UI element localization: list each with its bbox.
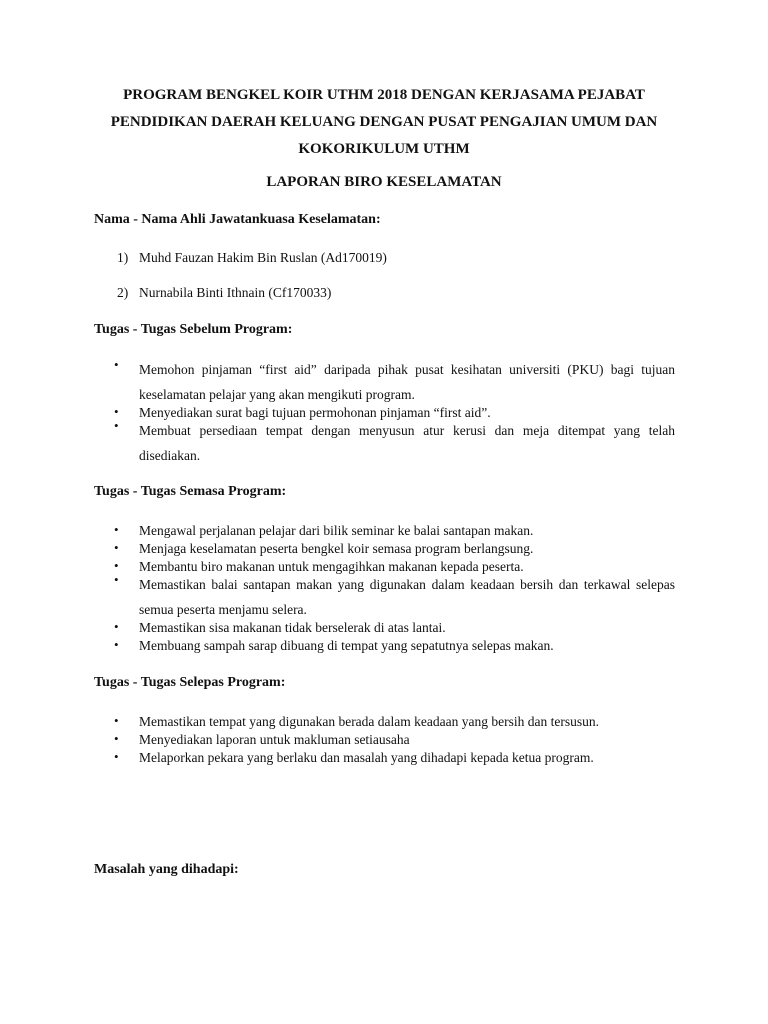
bullet-icon: • [114,558,119,573]
list-item [114,357,675,407]
list-item-text: Membantu biro makanan untuk mengagihkan makanan kepada peserta. [139,559,524,574]
member-item [117,250,387,266]
list-item [114,572,675,622]
member-name: Nurnabila Binti Ithnain (Cf170033) [139,285,332,300]
bullet-icon: • [114,357,119,372]
list-item [114,731,675,749]
member-number: 2) [117,285,129,300]
list-item [114,522,675,540]
member-number: 1) [117,250,129,265]
bullet-icon: • [114,522,119,537]
list-item-text: Membuang sampah sarap dibuang di tempat yang sepatutnya selepas makan. [139,638,554,653]
bullet-icon: • [114,404,119,419]
bullet-icon: • [114,619,119,634]
list-item-text: Menyediakan laporan untuk makluman setiausaha [139,732,410,747]
bullet-icon: • [114,418,119,433]
list-item [114,619,675,637]
bullet-icon: • [114,713,119,728]
list-item-text: Menyediakan surat bagi tujuan permohonan pinjaman “first aid”. [139,405,491,420]
list-item [114,418,675,468]
member-item [117,285,331,301]
list-item [114,637,675,655]
title-line-3: KOKORIKULUM UTHM [298,141,470,157]
list-item [114,713,675,731]
list-item-text: Memastikan sisa makanan tidak berselerak di atas lantai. [139,620,446,635]
list-item [114,540,675,558]
list-item-text: Melaporkan pekara yang berlaku dan masalah yang dihadapi kepada ketua program. [139,750,594,765]
list-item-text: Membuat persediaan tempat dengan menyusun atur kerusi dan meja ditempat yang telah disediakan. [139,423,675,463]
list-item-text: Mengawal perjalanan pelajar dari bilik seminar ke balai santapan makan. [139,523,534,538]
during-program-heading: Tugas - Tugas Semasa Program: [94,484,287,499]
bullet-icon: • [114,572,119,587]
list-item [114,749,675,767]
list-item-text: Memohon pinjaman “first aid” daripada pihak pusat kesihatan universiti (PKU) bagi tujuan keselamatan pelajar yang akan mengikuti program. [139,362,675,402]
problems-heading: Masalah yang dihadapi: [94,862,239,877]
list-item-text: Memastikan balai santapan makan yang digunakan dalam keadaan bersih dan terkawal selepas semua peserta menjamu selera. [139,577,675,617]
title-line-1: PROGRAM BENGKEL KOIR UTHM 2018 DENGAN KERJASAMA PEJABAT [123,87,645,103]
bullet-icon: • [114,749,119,764]
members-heading: Nama - Nama Ahli Jawatankuasa Keselamatan: [94,212,381,227]
member-name: Muhd Fauzan Hakim Bin Ruslan (Ad170019) [139,250,387,265]
title-line-2: PENDIDIKAN DAERAH KELUANG DENGAN PUSAT PENGAJIAN UMUM DAN [110,114,658,130]
document-title [80,82,688,163]
list-item-text: Menjaga keselamatan peserta bengkel koir semasa program berlangsung. [139,541,534,556]
document-subtitle: LAPORAN BIRO KESELAMATAN [266,174,502,190]
bullet-icon: • [114,637,119,652]
bullet-icon: • [114,540,119,555]
after-program-heading: Tugas - Tugas Selepas Program: [94,675,286,690]
before-program-heading: Tugas - Tugas Sebelum Program: [94,322,293,337]
list-item-text: Memastikan tempat yang digunakan berada dalam keadaan yang bersih dan tersusun. [139,714,599,729]
bullet-icon: • [114,731,119,746]
